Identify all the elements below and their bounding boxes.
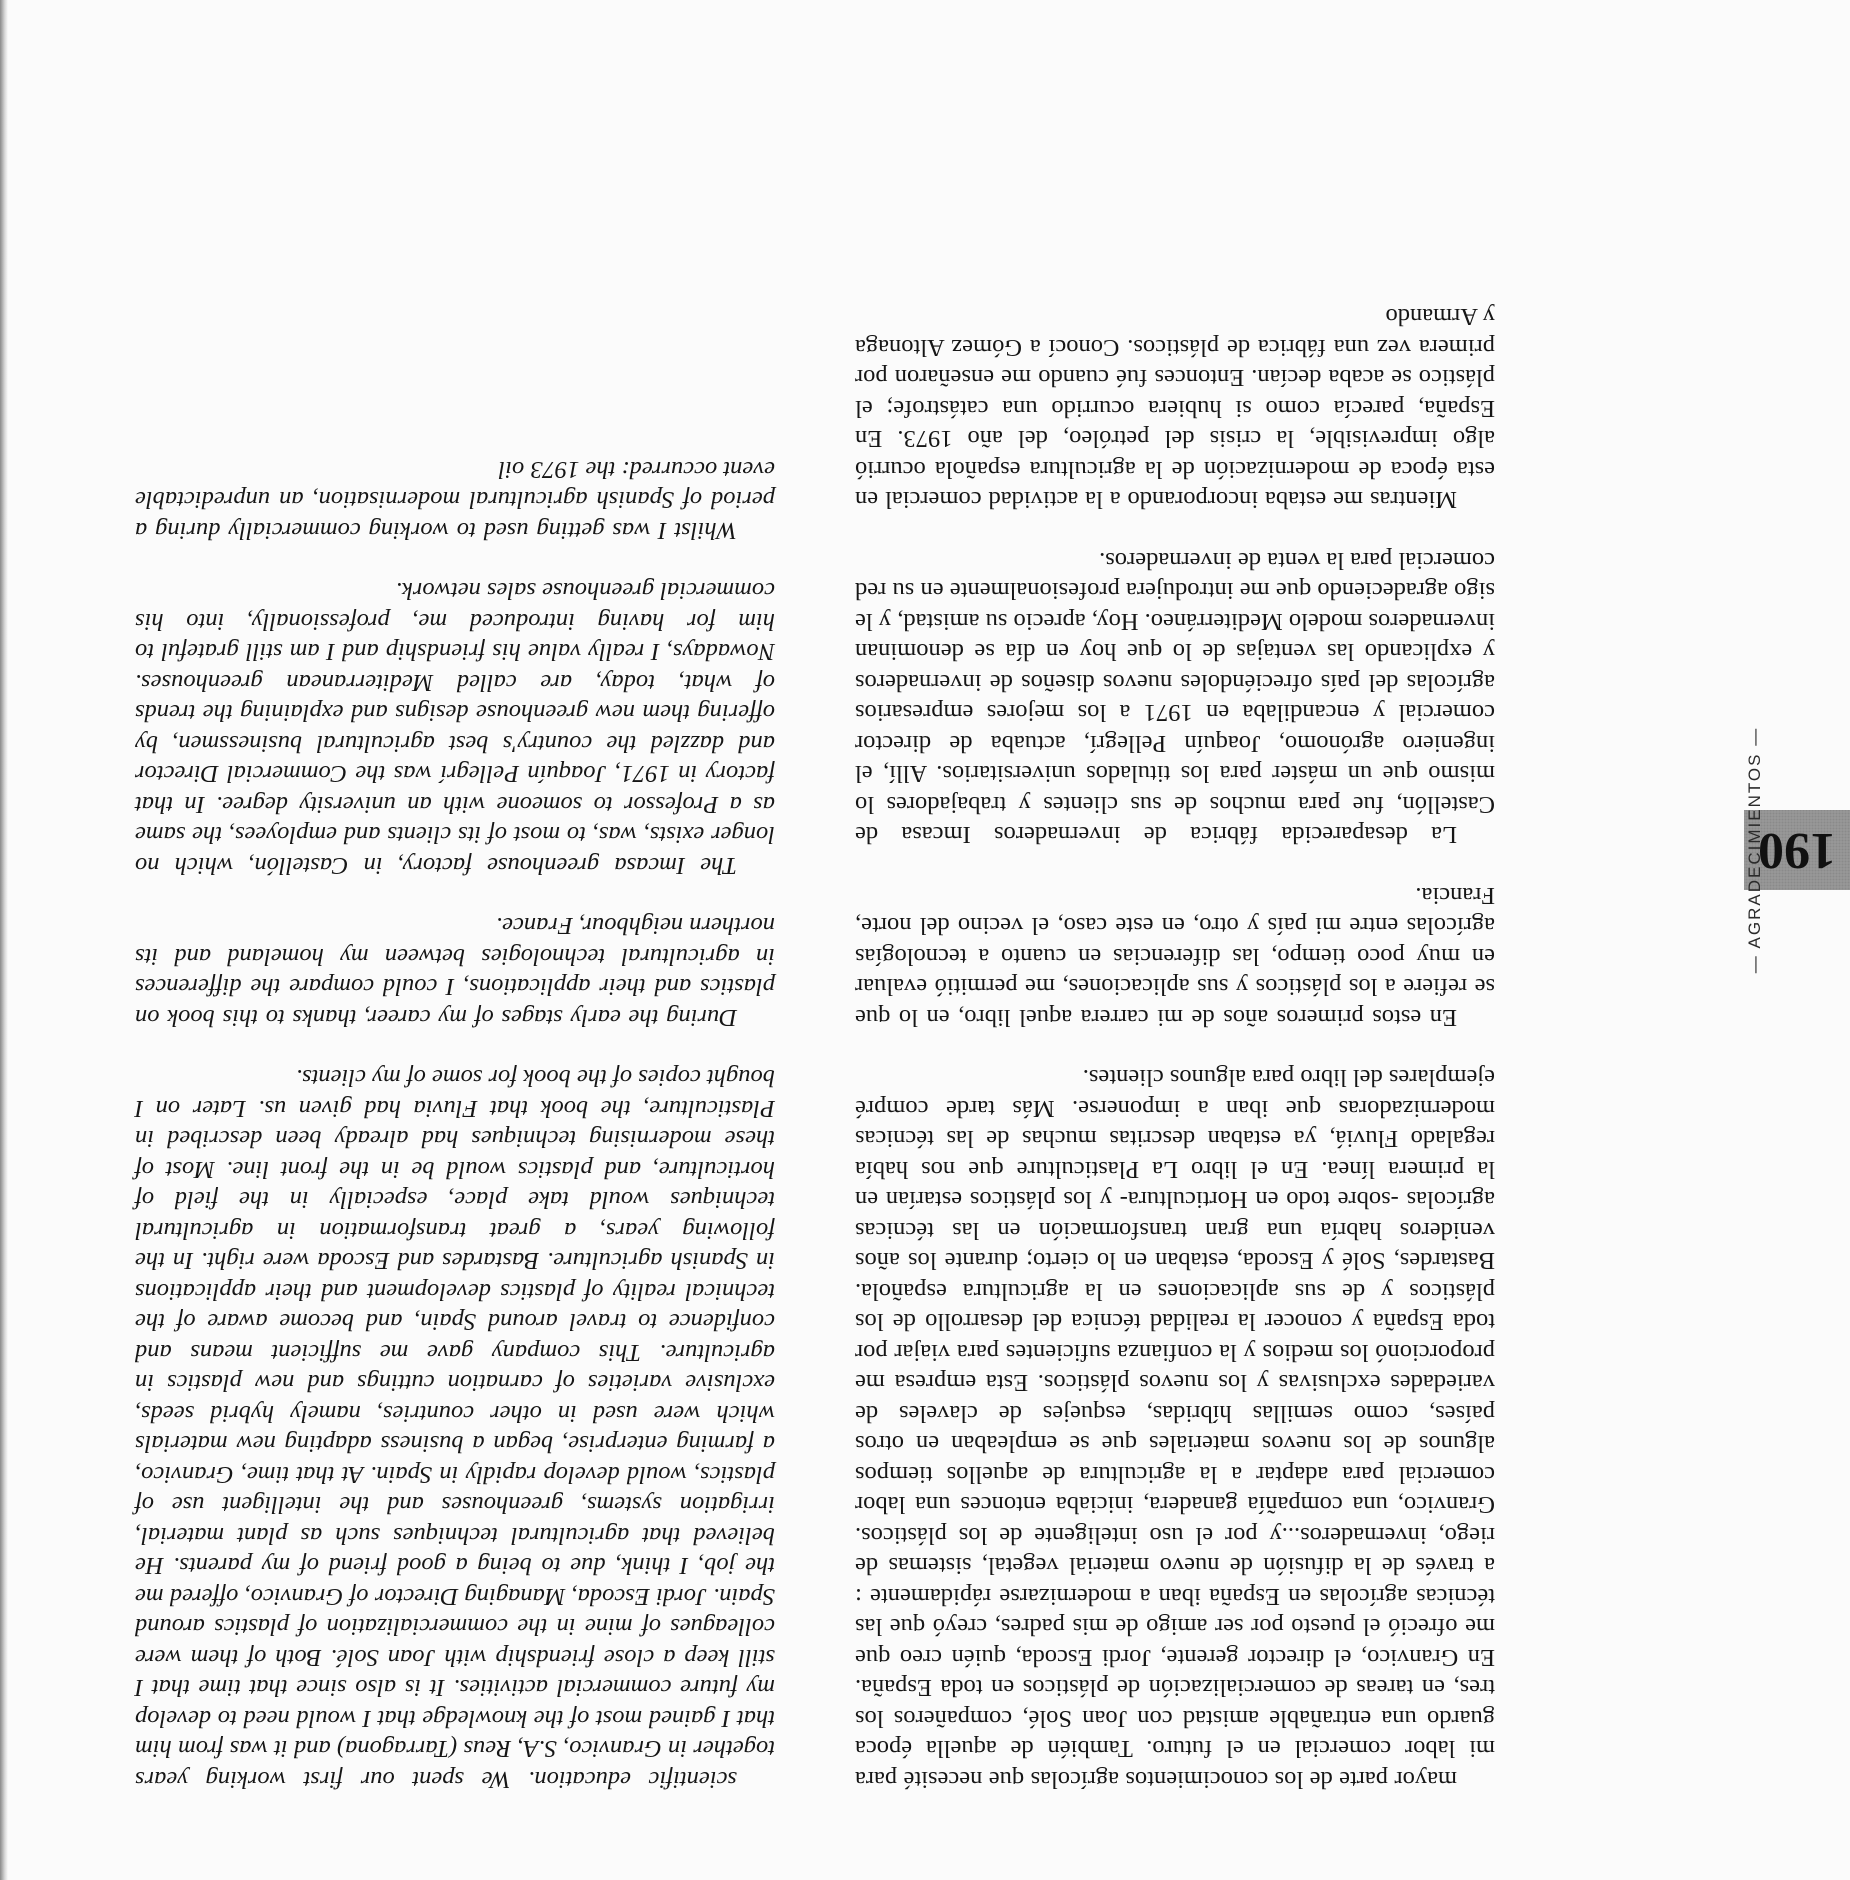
paragraph: La desaparecida fábrica de invernaderos Imcasa de Castellón, fue para muchos de sus clientes y trabajadores lo mismo que un máster para los titulados universitarios. Allí, el ingeniero agrónomo, Joaquín Pellegrí, actuaba de director comercial y encandilaba en 1971 a los mejores empresarios agrícolas del país ofreciéndoles nuevos diseños de invernaderos y explicando las ventajas de lo que hoy en día se denominan invernaderos modelo Mediterráneo. Hoy, aprecio su amistad, y le sigo agradeciendo que me introdujera profesionalmente en su red comercial para la venta de invernaderos. (855, 547, 1495, 849)
paragraph: Mientras me estaba incorporando a la actividad comercial en esta época de modernización de la agricultura española ocurrió algo imprevisible, la crisis del petróleo, del año 1973. En España, parecía como si hubiera ocurrido una catástrofe; el plástico se acaba decían. Entonces fué cuando me enseñaron por primera vez una fábrica de plásticos. Conocí a Gómez Altonaga y Armando (855, 303, 1495, 514)
paragraph: mayor parte de los conocimientos agrícolas que necesité para mi labor comercial en el futuro. También de aquella época guardo una entrañable amistad con Joan Solé, compañeros los tres, en tareas de comercialización de plásticos en toda España. En Granvico, el director gerente, Jordi Escoda, quién creo que me ofreció el puesto por ser amigo de mis padres, creyó que las técnicas agrícolas en España iban a modernizarse rápidamente : a través de la difusión de nuevo material vegetal, sistemas de riego, invernaderos...y por el uso inteligente de los plásticos. Granvico, una compañía ganadera, iniciaba entonces una labor comercial para adaptar a la agricultura de aquellos tiempos algunos de los nuevos materiales que se empleaban en otros países, como semillas híbridas, esquejes de claveles de variedades exclusivas y los nuevos plásticos. Esta empresa me proporcionó los medios y la confianza suficientes para viajar por toda España y conocer la realidad técnica del desarrollo de los plásticos y de sus aplicaciones en la agricultura española. Bastardes, Solé y Escoda, estaban en lo cierto; durante los años venideros habría una gran transformación en las técnicas agrícolas -sobre todo en Horticultura- y los plásticos estarían en la primera línea. En el libro La Plasticulture que nos había regalado Fluviá, ya estaban descritas muchas de las técnicas modernizadoras que iban a imponerse. Más tarde compré ejemplares del libro para algunos clientes. (855, 1064, 1495, 1793)
paragraph: scientific education. We spent our first working years together in Granvico, S.A, Reus (Tarragona) and it was from him that I gained most of the knowledge that I would need to develop my future commercial activities. It is also since that time that I still keep a close friendship with Joan Solé. Both of them were colleagues of mine in the commercialization of plastics around Spain. Jordi Escoda, Managing Director of Granvico, offered me the job, I think, due to being a good friend of my parents. He believed that agricultural techniques such as plant material, irrigation systems, greenhouses and the intelligent use of plastics, would develop rapidly in Spain. At that time, Granvico, a farming enterprise, began a business adapting new materials which were used in other countries, namely hybrid seeds, exclusive varieties of carnation cuttings and new plastics in agriculture. This company gave me sufficient means and confidence to travel around Spain, and become aware of the technical reality of plastics development and their applications in Spanish agriculture. Bastardes and Escoda were right. In the following years, a great transformation in agricultural techniques would take place, especially in the field of horticulture, and plastics would be in the front line. Most of these modernising techniques had already been described in Plasticulture, the book that Fluvia had given us. Later on I bought copies of the book for some of my clients. (135, 1064, 775, 1793)
page-number: 190 (1744, 810, 1850, 890)
section-label: — AGRADECIMIENTOS — (1745, 726, 1764, 974)
paragraph: En estos primeros años de mi carrera aquel libro, en lo que se refiere a los plásticos y sus aplicaciones, me permitió evaluar en muy poco tiempo, las diferencias en cuanto a tecnologías agrícolas entre mi país y otro, en este caso, el vecino del norte, Francia. (855, 882, 1495, 1031)
english-text-column (135, 454, 775, 1795)
paragraph: The Imcasa greenhouse factory, in Castellón, which no longer exists, was, to most of its clients and employees, the same as a Professor to someone with an university degree. In that factory in 1971, Joaquín Pellegrí was the Commercial Director and dazzled the country's best agricultural businessmen, by offering them new greenhouse designs and explaining the trends of what, today, are called Mediterranean greenhouses. Nowadays, I really value his friendship and I am still grateful to him for having introduced me, professionally, into his commercial greenhouse sales network. (135, 577, 775, 879)
paragraph: Whilst I was getting used to working commercially during a period of Spanish agricultural modernisation, an unpredictable event occurred: the 1973 oil (135, 456, 775, 544)
page-binding-edge (0, 0, 8, 1880)
spanish-text-column (855, 301, 1495, 1794)
paragraph: During the early stages of my career, thanks to this book on plastics and their applications, I could compare the differences in agricultural technologies between my homeland and its northern neighbour, France. (135, 912, 775, 1031)
